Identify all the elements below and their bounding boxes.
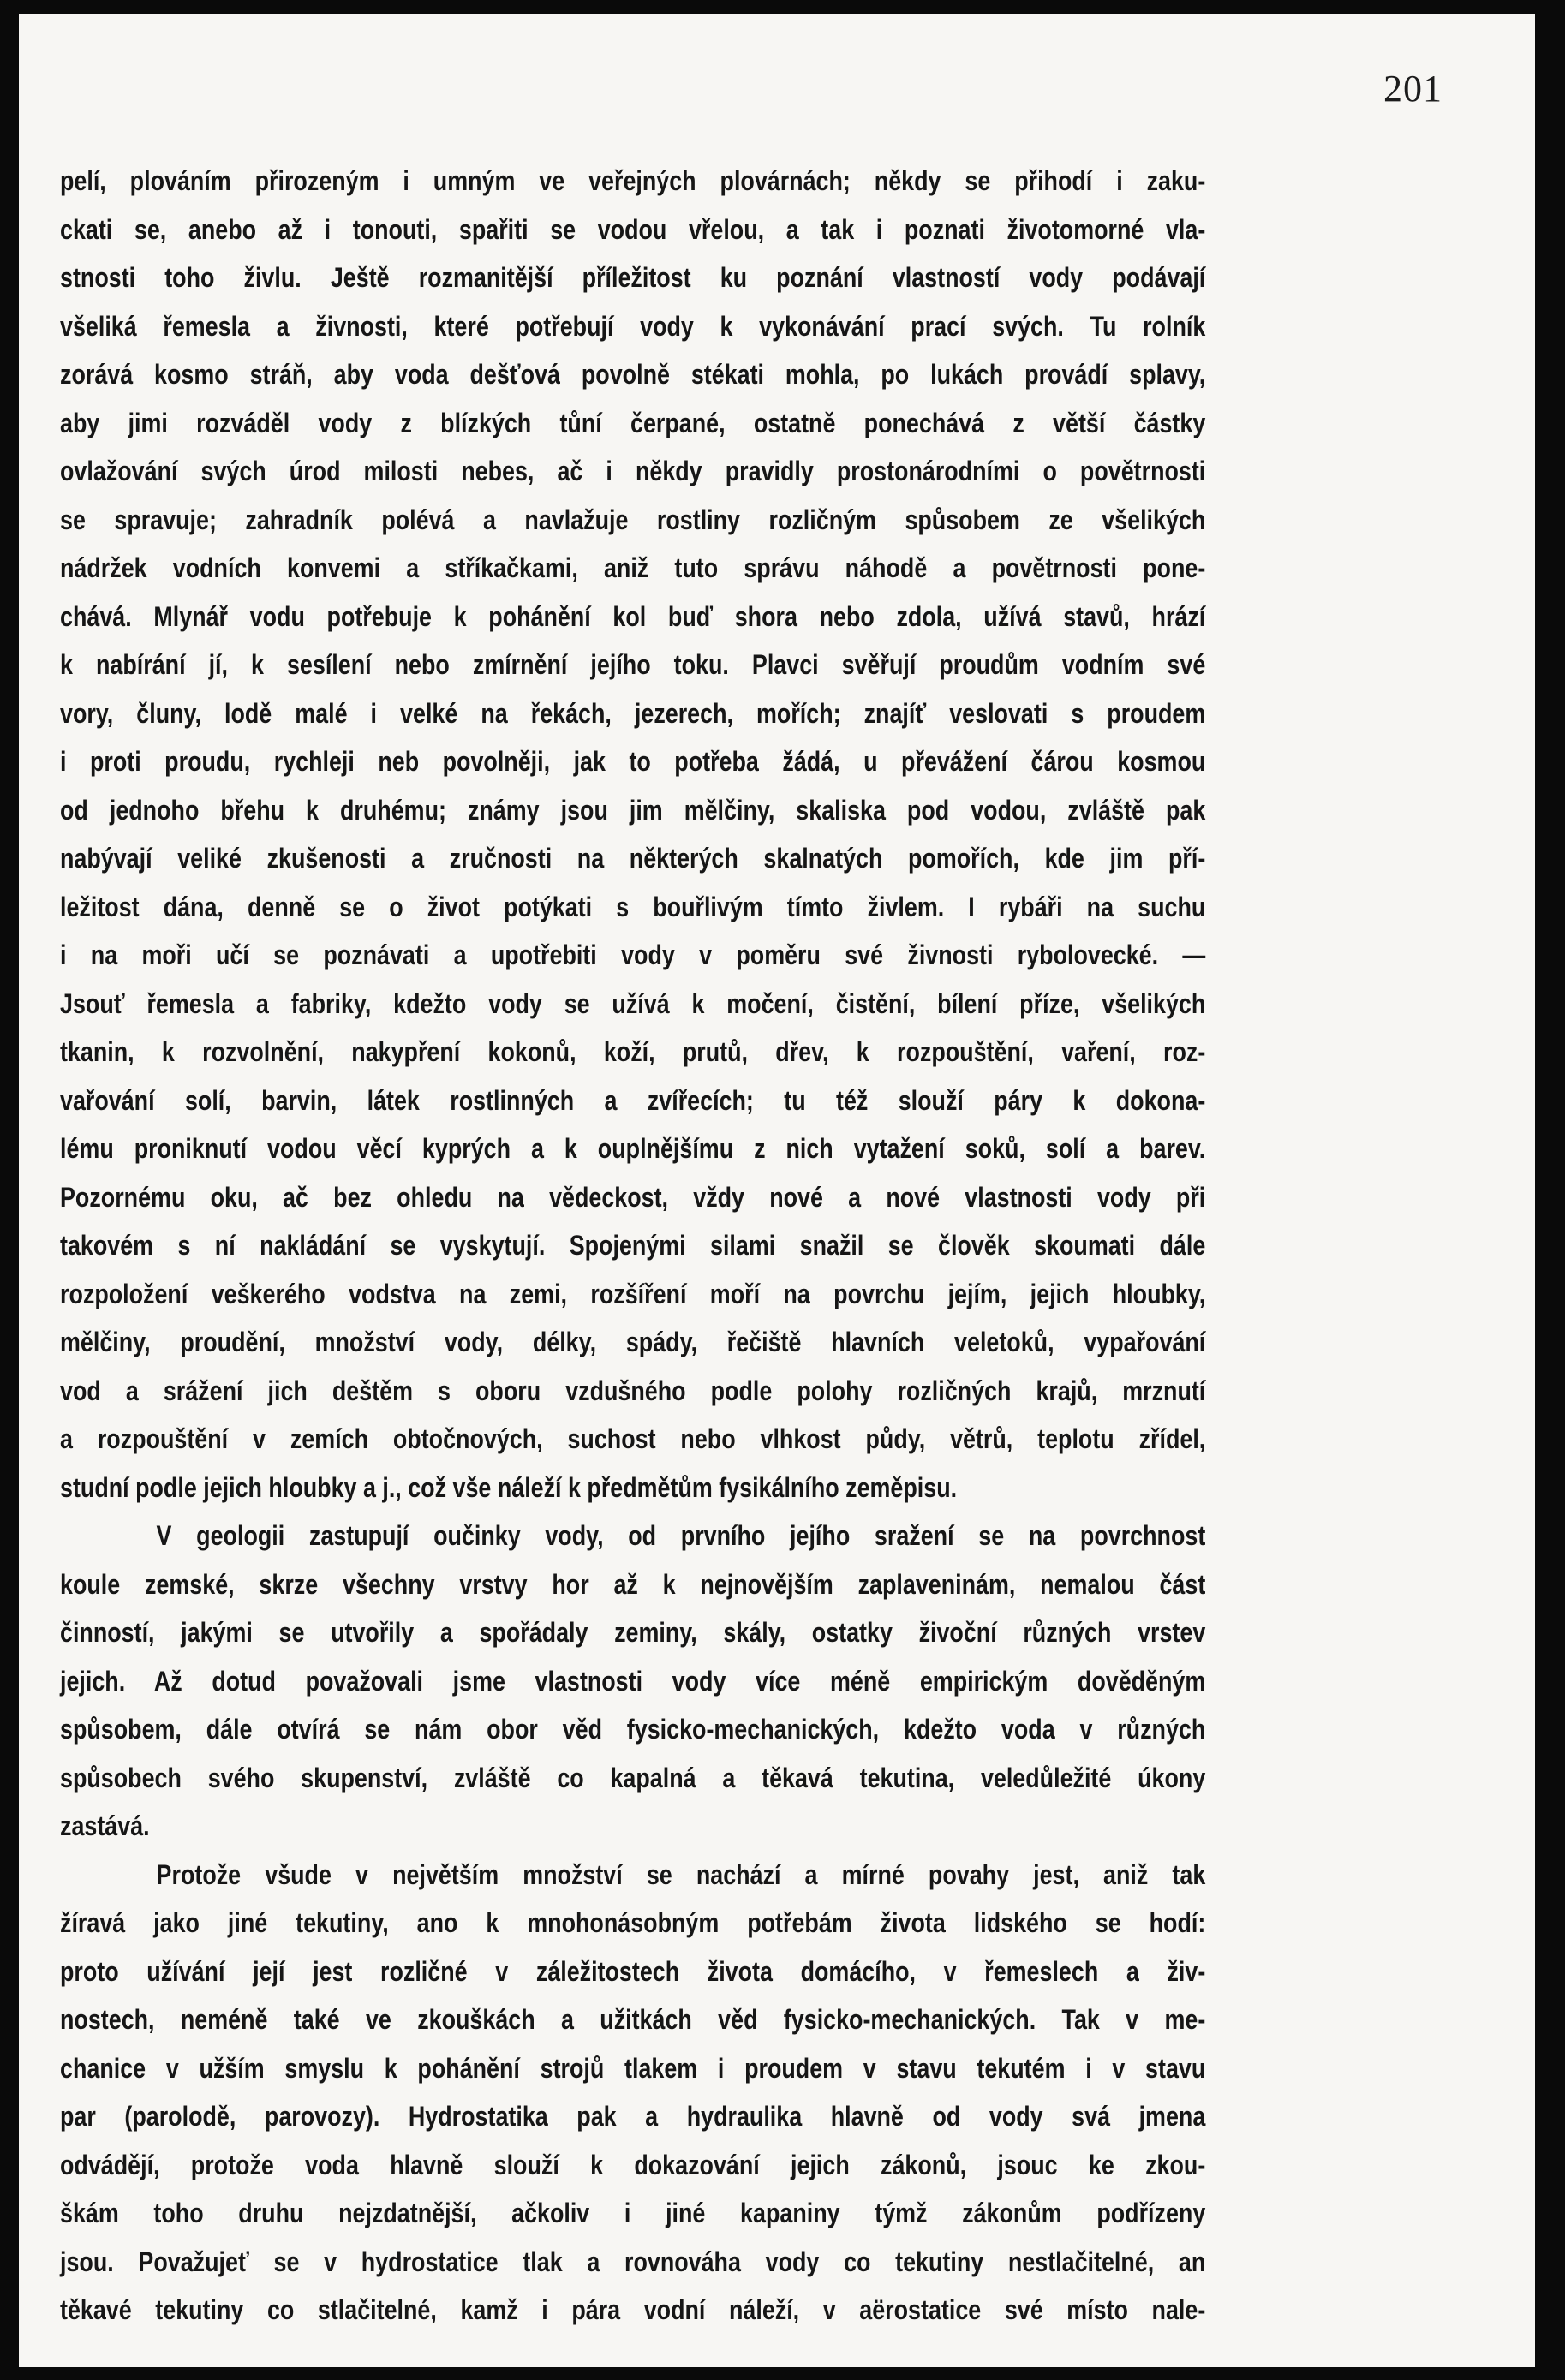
text-line: všeliká řemesla a živnosti, které potřebují vody k vykonávání prací svých. Tu rolník [60, 310, 1206, 342]
text-line: mělčiny, proudění, množství vody, délky, spády, řečiště hlavních veletoků, vypařování [60, 1327, 1206, 1357]
text-line: pelí, plováním přirozeným i umným ve veřejných plovárnách; někdy se přihodí i zaku- [60, 165, 1206, 196]
text-line: par (parolodě, parovozy). Hydrostatika pak a hydraulika hlavně od vody svá jmena [60, 2101, 1206, 2132]
text-line: nabývají veliké zkušenosti a zručnosti na některých skalnatých pomořích, kde jim pří- [60, 843, 1206, 874]
text-line: zorává kosmo stráň, aby voda dešťová povolně stékati mohla, po lukách provádí splavy, [60, 359, 1206, 390]
text-line: i na moři učí se poznávati a upotřebiti vody v poměru své živnosti rybolovecké. — [60, 939, 1206, 970]
text-line: ovlažování svých úrod milosti nebes, ač i někdy pravidly prostonárodními o povětrnosti [60, 456, 1206, 486]
text-line: chanice v užším smyslu k pohánění strojů tlakem i proudem v stavu tekutém i v stavu [60, 2052, 1206, 2084]
text-line: od jednoho břehu k druhému; známy jsou jim mělčiny, skaliska pod vodou, zvláště pak [60, 794, 1206, 826]
book-page [19, 14, 1535, 2367]
text-line: koule zemské, skrze všechny vrstvy hor až k nejnovějším zaplaveninám, nemalou část [60, 1568, 1206, 1600]
text-line: vory, čluny, lodě malé i velké na řekách, jezerech, mořích; znajíť veslovati s proudem [60, 697, 1206, 729]
text-line: Pozornému oku, ač bez ohledu na vědeckost, vždy nové a nové vlastnosti vody při [60, 1181, 1206, 1213]
text-line: se spravuje; zahradník polévá a navlažuje rostliny rozličným spůsobem ze všelikých [60, 504, 1206, 535]
text-line: i proti proudu, rychleji neb povolněji, jak to potřeba žádá, u převážení čárou kosmou [60, 746, 1206, 777]
text-line: nostech, neméně také ve zkouškách a užitkách věd fysicko-mechanických. Tak v me- [60, 2004, 1206, 2035]
paragraph-3 [60, 1851, 1205, 2335]
text-line: lému proniknutí vodou věcí kyprých a k ouplnějšímu z nich vytažení soků, solí a barev. [60, 1133, 1206, 1164]
text-line: chává. Mlynář vodu potřebuje k pohánění kol buď shora nebo zdola, užívá stavů, hrází [60, 600, 1206, 632]
text-line: takovém s ní nakládání se vyskytují. Spojenými silami snažil se člověk skoumati dále [60, 1230, 1206, 1261]
text-line: aby jimi rozváděl vody z blízkých tůní čerpané, ostatně ponechává z větší částky [60, 407, 1206, 438]
text-line: studní podle jejich hloubky a j., což vše náleží k předmětům fysikálního zeměpisu. [60, 1471, 958, 1503]
text-line: těkavé tekutiny co stlačitelné, kamž i pára vodní náleží, v aërostatice své místo nale- [60, 2294, 1206, 2325]
text-line: škám toho druhu nejzdatnější, ačkoliv i jiné kapaniny týmž zákonům podřízeny [60, 2198, 1206, 2228]
text-line: vařování solí, barvin, látek rostlinných a zvířecích; tu též slouží páry k dokona- [60, 1084, 1206, 1116]
text-line: činností, jakými se utvořily a spořádaly zeminy, skály, ostatky živoční různých vrstev [60, 1617, 1206, 1648]
text-line: spůsobech svého skupenství, zvláště co kapalná a těkavá tekutina, veledůležité úkony [60, 1762, 1206, 1793]
paragraph-2 [60, 1512, 1205, 1851]
text-line: vod a srážení jich deštěm s oboru vzdušného podle polohy rozličných krajů, mrznutí [60, 1375, 1206, 1406]
text-line: proto užívání její jest rozličné v záležitostech života domácího, v řemeslech a živ- [60, 1955, 1206, 1987]
text-line: žíravá jako jiné tekutiny, ano k mnohonásobným potřebám života lidského se hodí: [60, 1907, 1206, 1938]
text-line: ležitost dána, denně se o život potýkati s bouřlivým tímto živlem. I rybáři na suchu [60, 891, 1206, 922]
paragraph-1 [60, 157, 1205, 1512]
text-line: odvádějí, protože voda hlavně slouží k dokazování jejich zákonů, jsouc ke zkou- [60, 2149, 1206, 2180]
text-line: ckati se, anebo až i tonouti, spařiti se vodou vřelou, a tak i poznati životomorné vla- [60, 213, 1206, 245]
text-line: V geologii zastupují oučinky vody, od prvního jejího sražení se na povrchnost [156, 1520, 1206, 1551]
text-line: zastává. [60, 1810, 150, 1841]
text-line: rozpoložení veškerého vodstva na zemi, rozšíření moří na povrchu jejím, jejich hloubky, [60, 1278, 1206, 1309]
text-line: jejich. Až dotud považovali jsme vlastnosti vody více méně empirickým dověděným [60, 1665, 1206, 1697]
page-body-text [60, 157, 1205, 2335]
text-line: k nabírání jí, k sesílení nebo zmírnění jejího toku. Plavci svěřují proudům vodním své [60, 649, 1206, 680]
page-number: 201 [1383, 68, 1443, 110]
text-line: nádržek vodních konvemi a stříkačkami, aniž tuto správu náhodě a povětrnosti pone- [60, 552, 1206, 583]
text-line: Jsouť řemesla a fabriky, kdežto vody se užívá k močení, čistění, bílení příze, všelikých [60, 987, 1206, 1019]
text-line: jsou. Považujeť se v hydrostatice tlak a rovnováha vody co tekutiny nestlačitelné, an [60, 2246, 1206, 2277]
text-line: stnosti toho živlu. Ještě rozmanitější příležitost ku poznání vlastností vody podávají [60, 262, 1206, 293]
text-line: spůsobem, dále otvírá se nám obor věd fysicko-mechanických, kdežto voda v různých [60, 1714, 1206, 1745]
text-line: Protože všude v největším množství se nachází a mírné povahy jest, aniž tak [156, 1858, 1206, 1890]
text-line: a rozpouštění v zemích obtočnových, suchost nebo vlhkost půdy, větrů, teplotu zřídel, [60, 1423, 1206, 1454]
text-line: tkanin, k rozvolnění, nakypření kokonů, koží, prutů, dřev, k rozpouštění, vaření, roz- [60, 1036, 1206, 1067]
